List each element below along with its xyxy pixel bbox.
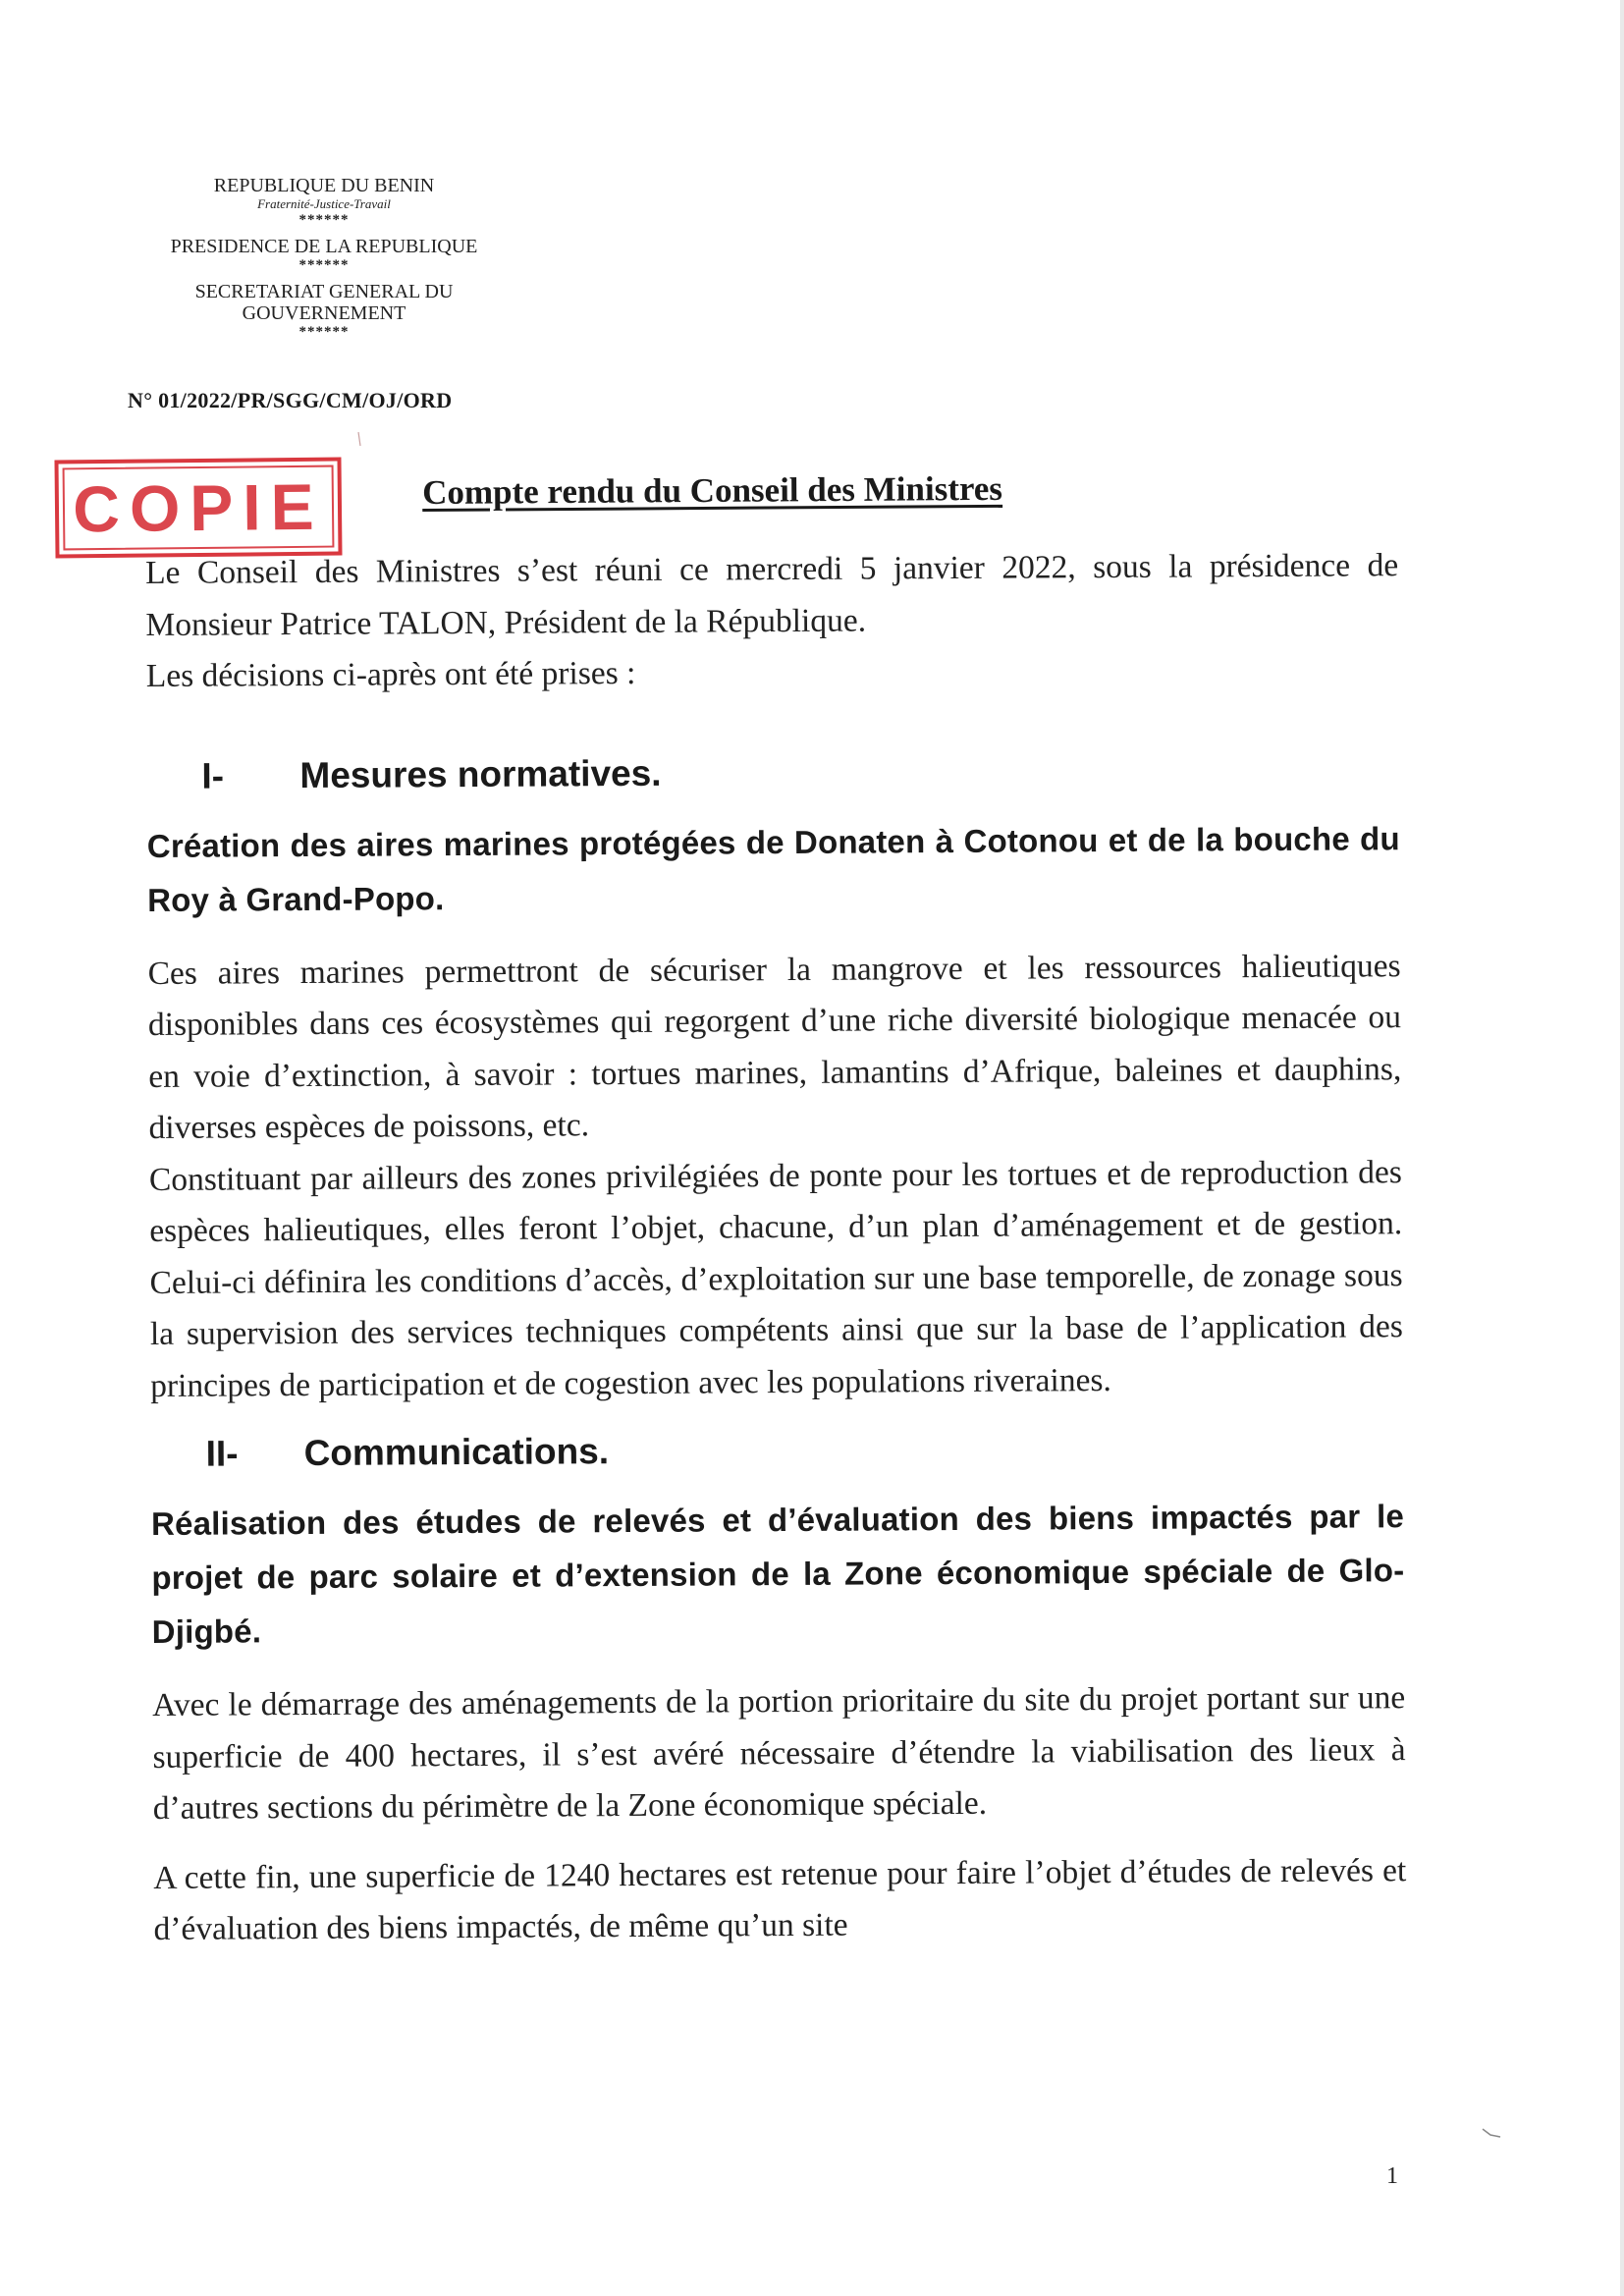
section-paragraph: A cette fin, une superficie de 1240 hectares est retenue pour faire l’objet d’études de relevés et d’évaluation des biens impactés, de même qu’un site [153, 1851, 1407, 1947]
national-motto: Fraternité-Justice-Travail [257, 196, 391, 211]
document-body [145, 540, 1407, 1955]
country-name: REPUBLIQUE DU BENIN [213, 175, 435, 196]
section-paragraph: Ces aires marines permettront de sécuriser la mangrove et les ressources halieutiques disponibles dans ces écosystèmes qui regorgent d’une riche diversité biologique menacée ou en voie d’extinction, à savoir : tortues marines, lamantins d’Afrique, baleines et dauphins, diverses espèces de poissons, etc. [147, 947, 1402, 1146]
separator-stars: ****** [298, 324, 350, 340]
stamp-text: COPIE [63, 465, 335, 551]
margin-mark [1481, 2127, 1502, 2141]
section-title: Mesures normatives. [299, 752, 662, 795]
section-title: Communications. [303, 1431, 610, 1474]
separator-stars: ****** [298, 257, 350, 273]
section-number: II- [205, 1433, 239, 1474]
section-heading [205, 1424, 1403, 1476]
section-subheading: Réalisation des études de relevés et d’évaluation des biens impactés par le projet de parc solaire et d’extension de la Zone économique spéciale de Glo-Djigbé. [150, 1498, 1405, 1650]
section-heading [201, 746, 1399, 798]
page-number: 1 [1386, 2163, 1398, 2189]
decisions-line: Les décisions ci-après ont été prises : [145, 654, 636, 694]
letterhead [137, 175, 511, 340]
separator-stars: ****** [298, 212, 350, 228]
section-paragraph: Constituant par ailleurs des zones privilégiées de ponte pour les tortues et de reproduction des espèces halieutiques, elles feront l’objet, chacune, d’un plan d’aménagement et de gestion. Celui-ci définira les conditions d’accès, d’exploitation sur une base temporelle, de zonage sous la supervision des services techniques compétents ainsi que sur la base de l’application des principes de participation et de cogestion avec les populations riveraines. [148, 1153, 1403, 1404]
page-edge-shadow [1620, 0, 1624, 2296]
section-number: I- [201, 755, 225, 796]
intro-paragraph: Le Conseil des Ministres s’est réuni ce mercredi 5 janvier 2022, sous la présidence de Monsieur Patrice TALON, Président de la République. [145, 547, 1399, 643]
secretariat-name-line1: SECRETARIAT GENERAL DU [194, 281, 454, 302]
stray-tick-mark [357, 432, 361, 446]
presidency-name: PRESIDENCE DE LA REPUBLIQUE [170, 236, 478, 257]
document-reference: N° 01/2022/PR/SGG/CM/OJ/ORD [128, 388, 453, 412]
secretariat-name-line2: GOUVERNEMENT [242, 302, 406, 324]
section-paragraph: Avec le démarrage des aménagements de la portion prioritaire du site du projet portant sur une superficie de 400 hectares, il s’est avéré nécessaire d’étendre la viabilisation des lieux à d’autres sections du périmètre de la Zone économique spéciale. [152, 1679, 1406, 1827]
section-subheading: Création des aires marines protégées de Donaten à Cotonou et de la bouche du Roy à Grand-Popo. [146, 819, 1400, 918]
document-title: Compte rendu du Conseil des Ministres [422, 468, 1003, 512]
copie-stamp [54, 457, 342, 558]
